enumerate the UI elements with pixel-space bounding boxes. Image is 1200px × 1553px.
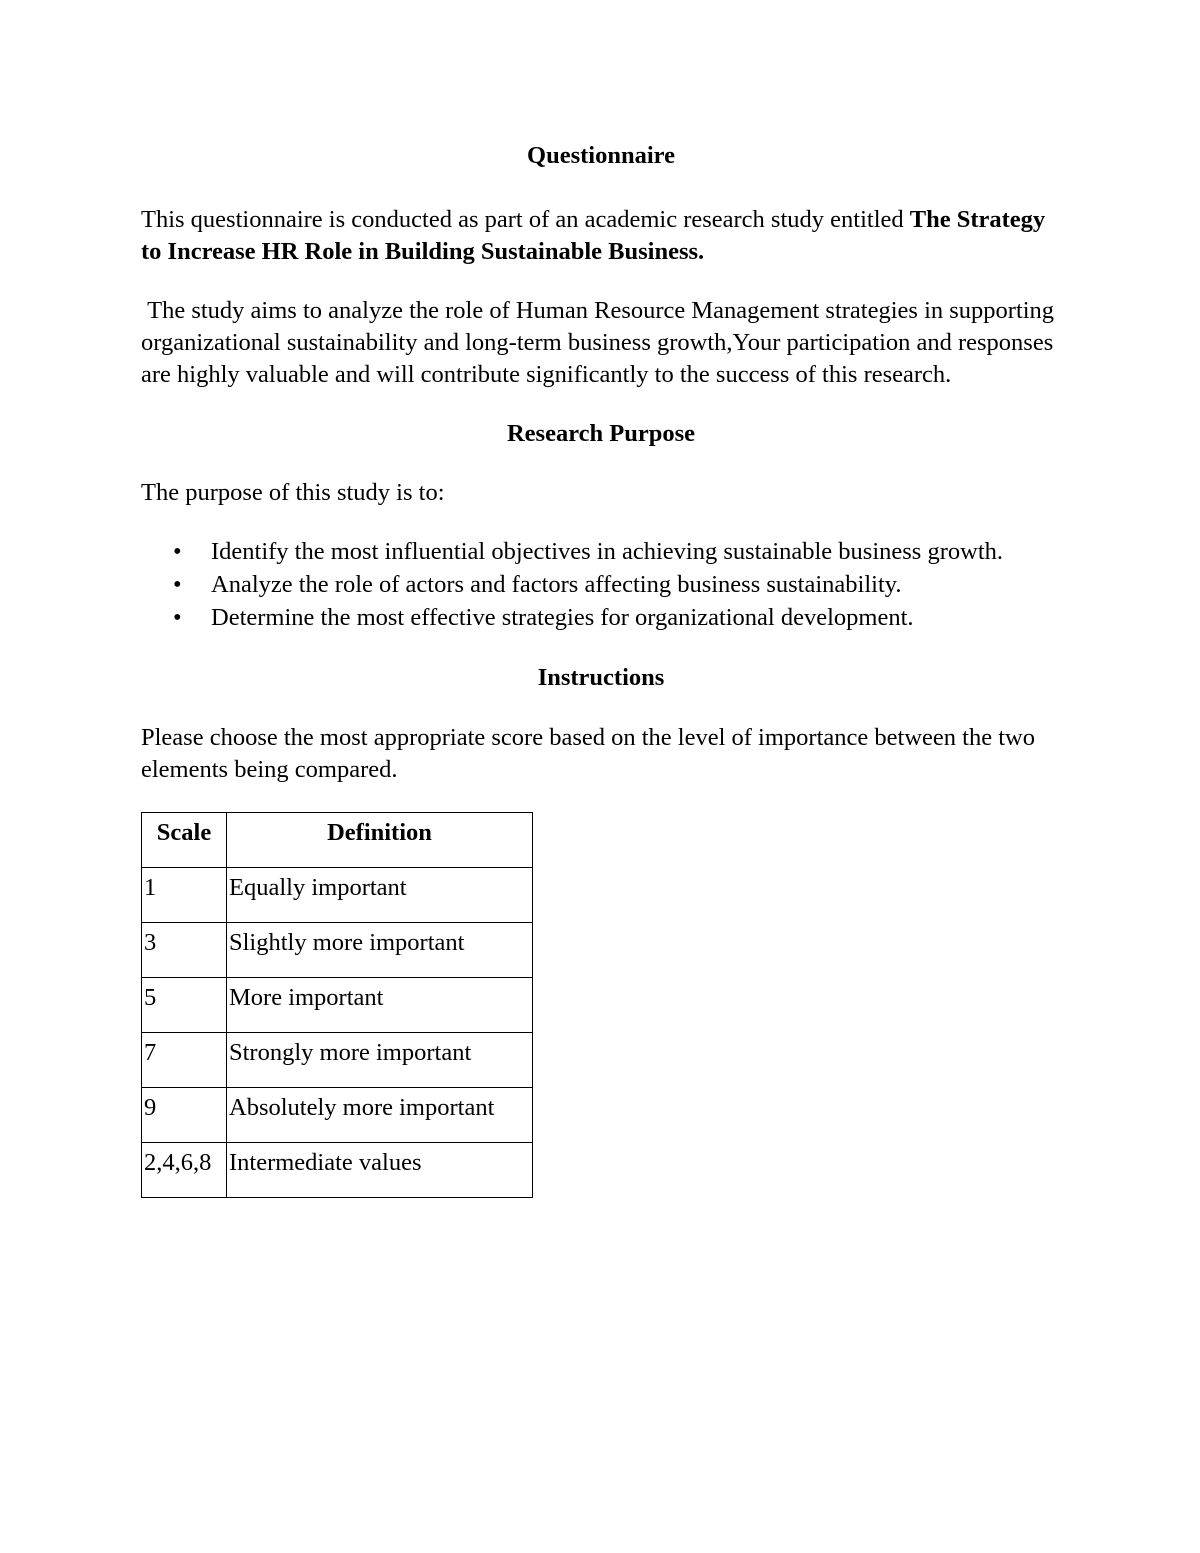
- table-row: [142, 978, 533, 1033]
- scale-cell: 5: [142, 978, 227, 1033]
- table-header-row: [142, 813, 533, 868]
- document-title: Questionnaire: [527, 142, 675, 169]
- definition-cell: Intermediate values: [227, 1143, 533, 1198]
- list-item-text: Analyze the role of actors and factors affecting business sustainability.: [211, 571, 902, 598]
- instructions-text: Please choose the most appropriate score based on the level of importance between the two elements being compared.: [141, 724, 1035, 783]
- definition-cell: Absolutely more important: [227, 1088, 533, 1143]
- bullet-icon: •: [173, 604, 182, 631]
- list-item: [173, 536, 1061, 568]
- table-row: [142, 1143, 533, 1198]
- definition-cell: Equally important: [227, 868, 533, 923]
- column-header-definition: Definition: [227, 813, 533, 868]
- list-item: [173, 569, 1061, 601]
- definition-cell: Strongly more important: [227, 1033, 533, 1088]
- scale-table: [141, 812, 533, 1198]
- list-item: [173, 602, 1061, 634]
- research-purpose-heading: Research Purpose: [506, 420, 696, 447]
- table-row: [142, 1088, 533, 1143]
- scale-cell: 1: [142, 868, 227, 923]
- scale-cell: 9: [142, 1088, 227, 1143]
- study-title: The Strategy to Increase HR Role in Building Sustainable Business.: [141, 206, 1046, 265]
- bullet-icon: •: [173, 538, 182, 565]
- scale-cell: 3: [142, 923, 227, 978]
- instructions-heading: Instructions: [537, 664, 665, 691]
- table-row: [142, 1033, 533, 1088]
- column-header-scale: Scale: [142, 813, 227, 868]
- scale-cell: 7: [142, 1033, 227, 1088]
- intro-paragraph: [141, 204, 1061, 268]
- purpose-list: [141, 536, 1061, 634]
- bullet-icon: •: [173, 571, 182, 598]
- table-row: [142, 923, 533, 978]
- research-purpose-lead: The purpose of this study is to:: [141, 479, 445, 506]
- definition-cell: Slightly more important: [227, 923, 533, 978]
- definition-cell: More important: [227, 978, 533, 1033]
- document-page: [141, 140, 1061, 1198]
- table-row: [142, 868, 533, 923]
- list-item-text: Determine the most effective strategies for organizational development.: [211, 604, 914, 631]
- list-item-text: Identify the most influential objectives in achieving sustainable business growth.: [211, 538, 1004, 565]
- aim-paragraph: The study aims to analyze the role of Human Resource Management strategies in supporting organizational sustainability and long-term business growth,Your participation and responses are highly valuable and will contribute significantly to the success of this research.: [141, 297, 1061, 388]
- scale-cell: 2,4,6,8: [142, 1143, 227, 1198]
- intro-text: This questionnaire is conducted as part of an academic research study entitled: [141, 206, 910, 233]
